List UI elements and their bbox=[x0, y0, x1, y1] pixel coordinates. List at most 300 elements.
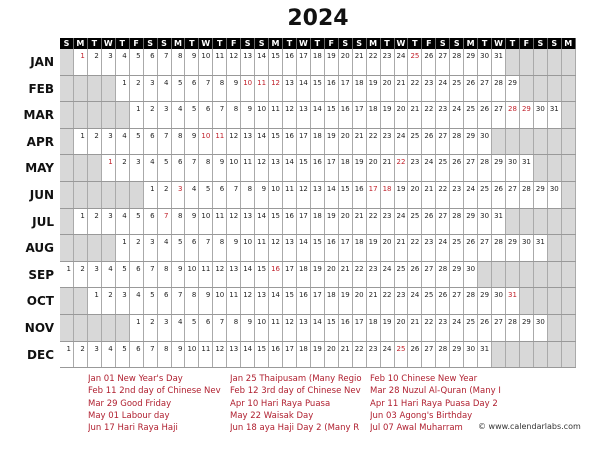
day-cell: 1 bbox=[88, 288, 102, 314]
day-cell: 7 bbox=[172, 288, 186, 314]
day-cell: 14 bbox=[255, 209, 269, 235]
day-cell: 15 bbox=[283, 288, 297, 314]
holiday-entry: Feb 11 2nd day of Chinese Nev bbox=[88, 386, 221, 397]
empty-cell bbox=[548, 129, 562, 155]
day-cell: 16 bbox=[269, 342, 283, 368]
day-cell: 4 bbox=[172, 315, 186, 341]
month-label: NOV bbox=[24, 321, 54, 335]
empty-cell bbox=[74, 182, 88, 208]
day-cell: 13 bbox=[227, 262, 241, 288]
day-cell: 30 bbox=[534, 102, 548, 128]
empty-cell bbox=[492, 129, 506, 155]
holiday-day-cell: 11 bbox=[213, 129, 227, 155]
holiday-day-cell: 28 bbox=[506, 102, 520, 128]
month-row bbox=[60, 262, 576, 289]
day-cell: 19 bbox=[395, 182, 409, 208]
holiday-entry: Feb 12 3rd day of Chinese Nev bbox=[230, 386, 361, 397]
day-cell: 9 bbox=[185, 129, 199, 155]
day-cell: 7 bbox=[185, 155, 199, 181]
day-cell: 14 bbox=[311, 102, 325, 128]
empty-cell bbox=[60, 235, 74, 261]
day-cell: 12 bbox=[227, 209, 241, 235]
day-cell: 3 bbox=[130, 155, 144, 181]
day-cell: 6 bbox=[185, 235, 199, 261]
day-cell: 28 bbox=[492, 235, 506, 261]
day-cell: 2 bbox=[88, 129, 102, 155]
month-row bbox=[60, 49, 576, 76]
empty-cell bbox=[102, 76, 116, 102]
day-cell: 18 bbox=[353, 76, 367, 102]
day-cell: 20 bbox=[381, 235, 395, 261]
day-cell: 26 bbox=[450, 155, 464, 181]
day-cell: 24 bbox=[408, 288, 422, 314]
day-cell: 12 bbox=[269, 235, 283, 261]
day-cell: 18 bbox=[297, 262, 311, 288]
empty-cell bbox=[562, 102, 576, 128]
day-cell: 17 bbox=[297, 129, 311, 155]
day-cell: 17 bbox=[283, 342, 297, 368]
day-cell: 18 bbox=[311, 209, 325, 235]
empty-cell bbox=[534, 129, 548, 155]
day-cell: 21 bbox=[339, 262, 353, 288]
day-cell: 9 bbox=[213, 155, 227, 181]
day-cell: 31 bbox=[520, 155, 534, 181]
day-cell: 28 bbox=[450, 49, 464, 75]
day-cell: 14 bbox=[325, 182, 339, 208]
day-cell: 26 bbox=[464, 76, 478, 102]
day-cell: 20 bbox=[339, 49, 353, 75]
day-cell: 2 bbox=[116, 155, 130, 181]
holiday-day-cell: 25 bbox=[395, 342, 409, 368]
day-cell: 11 bbox=[269, 315, 283, 341]
day-cell: 5 bbox=[172, 76, 186, 102]
day-cell: 5 bbox=[130, 209, 144, 235]
day-cell: 19 bbox=[367, 235, 381, 261]
empty-cell bbox=[60, 102, 74, 128]
day-cell: 12 bbox=[213, 342, 227, 368]
weekday-header: T bbox=[185, 38, 199, 49]
day-cell: 7 bbox=[199, 235, 213, 261]
day-cell: 24 bbox=[395, 209, 409, 235]
weekday-header: T bbox=[213, 38, 227, 49]
day-cell: 10 bbox=[213, 288, 227, 314]
day-cell: 3 bbox=[88, 342, 102, 368]
day-cell: 12 bbox=[255, 155, 269, 181]
day-cell: 24 bbox=[450, 315, 464, 341]
day-cell: 28 bbox=[492, 76, 506, 102]
day-cell: 15 bbox=[325, 315, 339, 341]
day-cell: 28 bbox=[520, 182, 534, 208]
day-cell: 14 bbox=[255, 129, 269, 155]
day-cell: 26 bbox=[436, 288, 450, 314]
weekday-header: W bbox=[297, 38, 311, 49]
day-cell: 7 bbox=[144, 262, 158, 288]
day-cell: 27 bbox=[450, 288, 464, 314]
weekday-header: T bbox=[408, 38, 422, 49]
day-cell: 14 bbox=[311, 315, 325, 341]
day-cell: 5 bbox=[116, 342, 130, 368]
weekday-header: T bbox=[88, 38, 102, 49]
month-row bbox=[60, 235, 576, 262]
empty-cell bbox=[562, 155, 576, 181]
day-cell: 1 bbox=[144, 182, 158, 208]
day-cell: 7 bbox=[158, 49, 172, 75]
day-cell: 3 bbox=[158, 102, 172, 128]
day-cell: 4 bbox=[116, 49, 130, 75]
day-cell: 16 bbox=[297, 288, 311, 314]
day-cell: 20 bbox=[367, 155, 381, 181]
day-cell: 24 bbox=[381, 262, 395, 288]
empty-cell bbox=[548, 155, 562, 181]
day-cell: 22 bbox=[367, 49, 381, 75]
day-cell: 21 bbox=[422, 182, 436, 208]
day-cell: 14 bbox=[241, 262, 255, 288]
holiday-entry: May 22 Waisak Day bbox=[230, 410, 314, 421]
day-cell: 25 bbox=[436, 155, 450, 181]
day-cell: 5 bbox=[130, 49, 144, 75]
day-cell: 27 bbox=[492, 102, 506, 128]
empty-cell bbox=[534, 155, 548, 181]
holiday-entry: Jun 03 Agong's Birthday bbox=[370, 410, 473, 421]
day-cell: 6 bbox=[185, 76, 199, 102]
day-cell: 28 bbox=[506, 315, 520, 341]
day-cell: 23 bbox=[450, 182, 464, 208]
day-cell: 26 bbox=[478, 315, 492, 341]
day-cell: 29 bbox=[464, 129, 478, 155]
day-cell: 11 bbox=[241, 155, 255, 181]
weekday-header: T bbox=[478, 38, 492, 49]
holiday-entry: Apr 10 Hari Raya Puasa bbox=[230, 398, 331, 409]
day-cell: 4 bbox=[116, 129, 130, 155]
day-cell: 1 bbox=[116, 76, 130, 102]
day-cell: 4 bbox=[172, 102, 186, 128]
day-cell: 15 bbox=[269, 49, 283, 75]
day-cell: 7 bbox=[213, 315, 227, 341]
day-cell: 27 bbox=[492, 315, 506, 341]
empty-cell bbox=[88, 315, 102, 341]
day-cell: 18 bbox=[367, 102, 381, 128]
day-cell: 29 bbox=[464, 49, 478, 75]
empty-cell bbox=[548, 49, 562, 75]
holiday-day-cell: 31 bbox=[506, 288, 520, 314]
day-cell: 20 bbox=[339, 209, 353, 235]
weekday-header: F bbox=[130, 38, 144, 49]
day-cell: 6 bbox=[130, 342, 144, 368]
day-cell: 22 bbox=[367, 209, 381, 235]
empty-cell bbox=[506, 262, 520, 288]
day-cell: 26 bbox=[492, 182, 506, 208]
day-cell: 4 bbox=[116, 209, 130, 235]
empty-cell bbox=[60, 49, 74, 75]
day-cell: 2 bbox=[88, 209, 102, 235]
day-cell: 4 bbox=[158, 235, 172, 261]
day-cell: 19 bbox=[325, 209, 339, 235]
day-cell: 28 bbox=[478, 155, 492, 181]
empty-cell bbox=[520, 129, 534, 155]
day-cell: 20 bbox=[395, 315, 409, 341]
day-cell: 12 bbox=[227, 49, 241, 75]
empty-cell bbox=[562, 49, 576, 75]
day-cell: 27 bbox=[436, 49, 450, 75]
day-cell: 8 bbox=[227, 315, 241, 341]
day-cell: 20 bbox=[325, 262, 339, 288]
day-cell: 19 bbox=[325, 49, 339, 75]
day-cell: 16 bbox=[325, 76, 339, 102]
day-cell: 2 bbox=[102, 288, 116, 314]
day-cell: 19 bbox=[325, 129, 339, 155]
day-cell: 24 bbox=[436, 235, 450, 261]
day-cell: 1 bbox=[74, 129, 88, 155]
day-cell: 10 bbox=[269, 182, 283, 208]
day-cell: 14 bbox=[297, 235, 311, 261]
day-cell: 9 bbox=[227, 235, 241, 261]
month-row bbox=[60, 76, 576, 103]
day-cell: 27 bbox=[464, 155, 478, 181]
day-cell: 2 bbox=[144, 315, 158, 341]
day-cell: 24 bbox=[395, 129, 409, 155]
day-cell: 17 bbox=[325, 155, 339, 181]
empty-cell bbox=[60, 315, 74, 341]
day-cell: 25 bbox=[422, 288, 436, 314]
day-cell: 13 bbox=[297, 315, 311, 341]
weekday-header: M bbox=[74, 38, 88, 49]
day-cell: 15 bbox=[269, 209, 283, 235]
day-cell: 27 bbox=[422, 342, 436, 368]
holiday-day-cell: 7 bbox=[158, 209, 172, 235]
day-cell: 24 bbox=[464, 182, 478, 208]
weekday-header: M bbox=[464, 38, 478, 49]
empty-cell bbox=[74, 155, 88, 181]
day-cell: 22 bbox=[436, 182, 450, 208]
month-label: AUG bbox=[25, 241, 54, 256]
empty-cell bbox=[520, 288, 534, 314]
day-cell: 27 bbox=[506, 182, 520, 208]
day-cell: 31 bbox=[534, 235, 548, 261]
weekday-header: S bbox=[241, 38, 255, 49]
day-cell: 15 bbox=[297, 155, 311, 181]
day-cell: 11 bbox=[227, 288, 241, 314]
weekday-header: S bbox=[255, 38, 269, 49]
empty-cell bbox=[534, 76, 548, 102]
empty-cell bbox=[506, 49, 520, 75]
day-cell: 10 bbox=[241, 235, 255, 261]
day-cell: 26 bbox=[422, 209, 436, 235]
holiday-entry: Apr 11 Hari Raya Puasa Day 2 bbox=[370, 398, 498, 409]
day-cell: 21 bbox=[353, 129, 367, 155]
day-cell: 10 bbox=[185, 342, 199, 368]
weekday-header: F bbox=[422, 38, 436, 49]
weekday-header: T bbox=[116, 38, 130, 49]
day-cell: 24 bbox=[395, 49, 409, 75]
day-cell: 23 bbox=[422, 235, 436, 261]
day-cell: 11 bbox=[199, 342, 213, 368]
day-cell: 16 bbox=[339, 102, 353, 128]
holiday-day-cell: 10 bbox=[199, 129, 213, 155]
day-cell: 23 bbox=[436, 102, 450, 128]
empty-cell bbox=[562, 76, 576, 102]
day-cell: 3 bbox=[144, 76, 158, 102]
day-cell: 17 bbox=[283, 262, 297, 288]
empty-cell bbox=[130, 182, 144, 208]
day-cell: 10 bbox=[255, 102, 269, 128]
weekday-header: M bbox=[172, 38, 186, 49]
day-cell: 21 bbox=[408, 315, 422, 341]
empty-cell bbox=[88, 182, 102, 208]
day-cell: 16 bbox=[339, 315, 353, 341]
day-cell: 19 bbox=[381, 315, 395, 341]
empty-cell bbox=[506, 129, 520, 155]
day-cell: 26 bbox=[422, 49, 436, 75]
day-cell: 11 bbox=[283, 182, 297, 208]
day-cell: 21 bbox=[353, 49, 367, 75]
weekday-header: T bbox=[381, 38, 395, 49]
day-cell: 17 bbox=[339, 235, 353, 261]
empty-cell bbox=[102, 182, 116, 208]
day-cell: 10 bbox=[227, 155, 241, 181]
day-cell: 22 bbox=[408, 76, 422, 102]
weekday-header: S bbox=[548, 38, 562, 49]
day-cell: 3 bbox=[88, 262, 102, 288]
day-cell: 30 bbox=[506, 155, 520, 181]
empty-cell bbox=[520, 76, 534, 102]
day-cell: 13 bbox=[283, 76, 297, 102]
day-cell: 3 bbox=[102, 49, 116, 75]
day-cell: 19 bbox=[339, 288, 353, 314]
day-cell: 13 bbox=[311, 182, 325, 208]
day-cell: 20 bbox=[408, 182, 422, 208]
day-cell: 12 bbox=[227, 129, 241, 155]
day-cell: 8 bbox=[185, 288, 199, 314]
day-cell: 9 bbox=[241, 315, 255, 341]
holiday-day-cell: 29 bbox=[520, 102, 534, 128]
holiday-column bbox=[230, 374, 370, 435]
holiday-entry: Jan 01 New Year's Day bbox=[88, 374, 183, 384]
day-cell: 19 bbox=[353, 155, 367, 181]
day-cell: 23 bbox=[367, 342, 381, 368]
day-cell: 15 bbox=[255, 342, 269, 368]
day-cell: 28 bbox=[450, 209, 464, 235]
day-cell: 6 bbox=[213, 182, 227, 208]
day-cell: 5 bbox=[172, 235, 186, 261]
day-cell: 28 bbox=[436, 262, 450, 288]
day-cell: 11 bbox=[269, 102, 283, 128]
day-cell: 6 bbox=[130, 262, 144, 288]
day-cell: 29 bbox=[534, 182, 548, 208]
holiday-entry: Feb 10 Chinese New Year bbox=[370, 374, 478, 384]
empty-cell bbox=[74, 315, 88, 341]
weekday-header: T bbox=[506, 38, 520, 49]
empty-cell bbox=[60, 129, 74, 155]
weekday-header: M bbox=[367, 38, 381, 49]
day-cell: 22 bbox=[422, 315, 436, 341]
day-cell: 11 bbox=[213, 209, 227, 235]
holiday-column bbox=[88, 374, 228, 435]
day-cell: 2 bbox=[130, 235, 144, 261]
holiday-entry: May 01 Labour day bbox=[88, 410, 170, 421]
empty-cell bbox=[88, 102, 102, 128]
empty-cell bbox=[534, 342, 548, 368]
empty-cell bbox=[548, 76, 562, 102]
weekday-header: S bbox=[144, 38, 158, 49]
day-cell: 21 bbox=[381, 155, 395, 181]
day-cell: 30 bbox=[548, 182, 562, 208]
empty-cell bbox=[548, 235, 562, 261]
day-cell: 8 bbox=[241, 182, 255, 208]
day-cell: 16 bbox=[325, 235, 339, 261]
empty-cell bbox=[548, 315, 562, 341]
day-cell: 23 bbox=[422, 76, 436, 102]
month-label: JAN bbox=[30, 55, 54, 69]
day-cell: 30 bbox=[464, 342, 478, 368]
month-label: JUN bbox=[29, 188, 54, 202]
weekday-header: S bbox=[60, 38, 74, 49]
day-cell: 1 bbox=[116, 235, 130, 261]
month-label: MAY bbox=[25, 161, 54, 176]
weekday-header: W bbox=[395, 38, 409, 49]
day-cell: 8 bbox=[172, 209, 186, 235]
weekday-header: F bbox=[520, 38, 534, 49]
day-cell: 3 bbox=[144, 235, 158, 261]
day-cell: 28 bbox=[436, 342, 450, 368]
weekday-header: S bbox=[534, 38, 548, 49]
day-cell: 10 bbox=[199, 49, 213, 75]
empty-cell bbox=[562, 342, 576, 368]
day-cell: 14 bbox=[297, 76, 311, 102]
day-cell: 21 bbox=[395, 235, 409, 261]
day-cell: 29 bbox=[478, 288, 492, 314]
day-cell: 16 bbox=[283, 129, 297, 155]
empty-cell bbox=[548, 209, 562, 235]
empty-cell bbox=[562, 129, 576, 155]
day-cell: 2 bbox=[88, 49, 102, 75]
day-cell: 28 bbox=[450, 129, 464, 155]
day-cell: 20 bbox=[353, 288, 367, 314]
day-cell: 29 bbox=[464, 209, 478, 235]
empty-cell bbox=[74, 288, 88, 314]
day-cell: 8 bbox=[213, 76, 227, 102]
month-row bbox=[60, 129, 576, 156]
day-cell: 5 bbox=[130, 129, 144, 155]
day-cell: 12 bbox=[213, 262, 227, 288]
day-cell: 17 bbox=[339, 76, 353, 102]
day-cell: 27 bbox=[478, 235, 492, 261]
day-cell: 15 bbox=[269, 129, 283, 155]
day-cell: 29 bbox=[492, 155, 506, 181]
empty-cell bbox=[60, 155, 74, 181]
empty-cell bbox=[116, 102, 130, 128]
day-cell: 26 bbox=[408, 262, 422, 288]
day-cell: 8 bbox=[199, 155, 213, 181]
holiday-entry: Jun 18 aya Haji Day 2 (Many R bbox=[230, 423, 360, 434]
calendar-grid bbox=[60, 38, 576, 368]
day-cell: 21 bbox=[395, 76, 409, 102]
holiday-day-cell: 11 bbox=[255, 76, 269, 102]
day-cell: 18 bbox=[339, 155, 353, 181]
empty-cell bbox=[74, 76, 88, 102]
day-cell: 16 bbox=[283, 209, 297, 235]
day-cell: 25 bbox=[478, 182, 492, 208]
day-cell: 5 bbox=[185, 102, 199, 128]
empty-cell bbox=[74, 235, 88, 261]
day-cell: 8 bbox=[213, 235, 227, 261]
day-cell: 18 bbox=[297, 342, 311, 368]
day-cell: 20 bbox=[395, 102, 409, 128]
holiday-day-cell: 12 bbox=[269, 76, 283, 102]
day-cell: 31 bbox=[492, 209, 506, 235]
holiday-day-cell: 10 bbox=[241, 76, 255, 102]
day-cell: 26 bbox=[408, 342, 422, 368]
day-cell: 29 bbox=[450, 342, 464, 368]
